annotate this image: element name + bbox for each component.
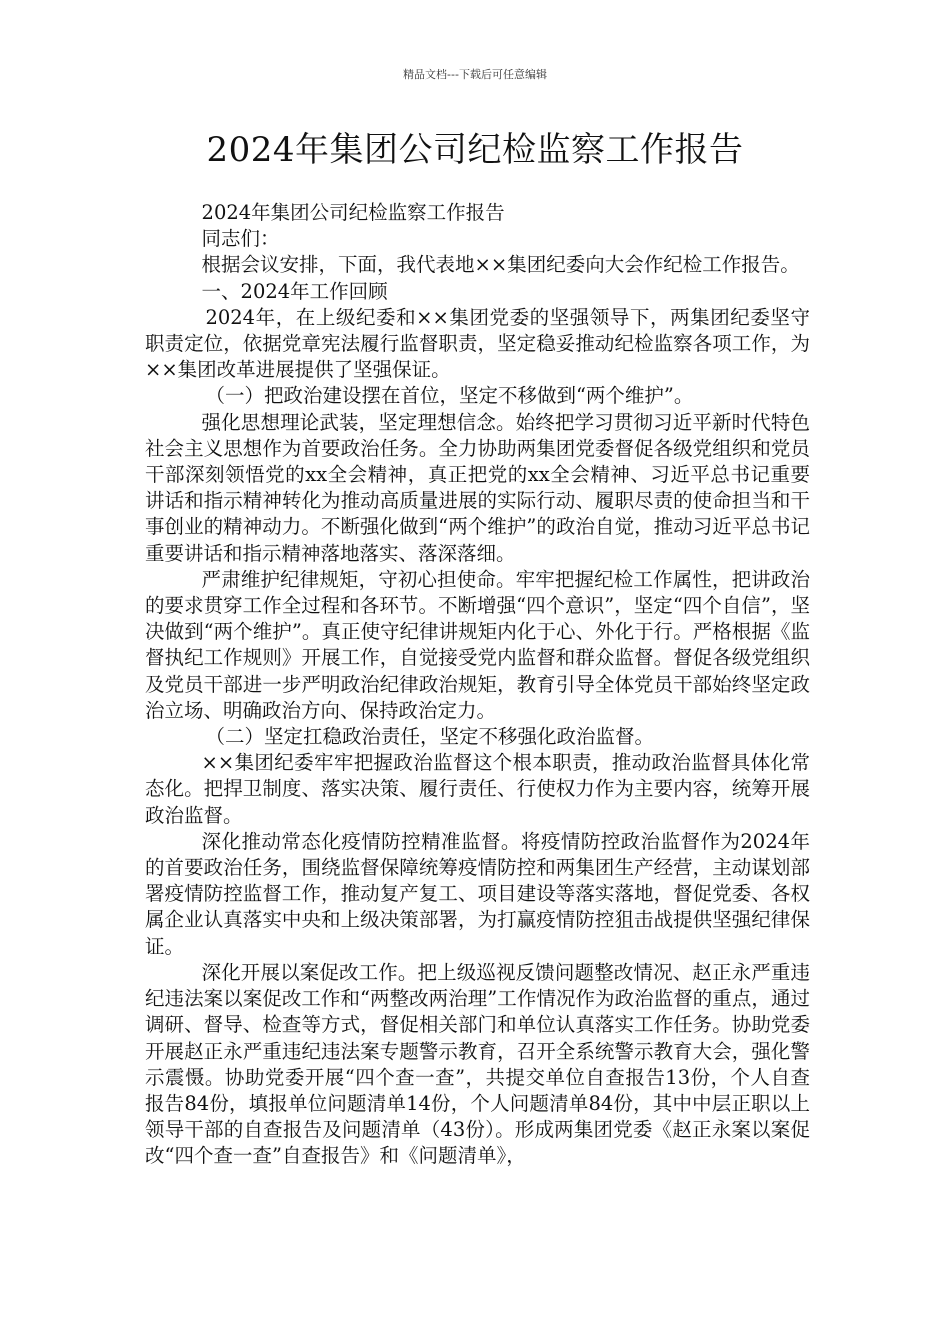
subsection-heading-1: （一）把政治建设摆在首位，坚定不移做到“两个维护”。: [205, 384, 694, 408]
subsection-heading-2: （二）坚定扛稳政治责任，坚定不移强化政治监督。: [205, 725, 654, 749]
repeated-title-paragraph: 2024年集团公司纪检监察工作报告: [201, 201, 505, 224]
body-paragraph: 深化推动常态化疫情防控精准监督。将疫情防控政治监督作为2024年的首要政治任务，围绕监督保障统筹疫情防控和两集团生产经营，主动谋划部署疫情防控监督工作，推动复产复工、项目建设等落实落地，督促党委、各权属企业认真落实中央和上级决策部署，为打赢疫情防控狙击战提供坚强纪律保证。: [145, 829, 810, 958]
salutation-paragraph: 同志们：: [201, 227, 280, 251]
intro-paragraph: 根据会议安排，下面，我代表地××集团纪委向大会作纪检工作报告。: [201, 253, 800, 277]
body-paragraph: 强化思想理论武装，坚定理想信念。始终把学习贯彻习近平新时代特色社会主义思想作为首要政治任务。全力协助两集团党委督促各级党组织和党员干部深刻领悟党的xx全会精神，真正把党的xx全会精神、习近平总书记重要讲话和指示精神转化为推动高质量进展的实际行动、履职尽责的使命担当和干事创业的精神动力。不断强化做到“两个维护”的政治自觉，推动习近平总书记重要讲话和指示精神落地落实、落深落细。: [145, 410, 810, 565]
document-title: 2024年集团公司纪检监察工作报告: [206, 130, 744, 170]
body-paragraph: 深化开展以案促改工作。把上级巡视反馈问题整改情况、赵正永严重违纪违法案以案促改工作和“两整改两治理”工作情况作为政治监督的重点，通过调研、督导、检查等方式，督促相关部门和单位认真落实工作任务。协助党委开展赵正永严重违纪违法案专题警示教育，召开全系统警示教育大会，强化警示震慑。协助党委开展“四个查一查”，共提交单位自查报告13份，个人自查报告84份，填报单位问题清单14份，个人问题清单84份，其中中层正职以上领导干部的自查报告及问题清单（43份）。形成两集团党委《赵正永案以案促改“四个查一查”自查报告》和《问题清单》，: [145, 960, 810, 1168]
section-heading-1: 一、2024年工作回顾: [201, 279, 388, 303]
document-body: [145, 200, 810, 1170]
page-header-note: 精品文档---下载后可任意编辑: [403, 68, 547, 81]
body-paragraph: ××集团纪委牢牢把握政治监督这个根本职责，推动政治监督具体化常态化。把捍卫制度、落实决策、履行责任、行使权力作为主要内容，统筹开展政治监督。: [145, 751, 810, 827]
body-paragraph: 严肃维护纪律规矩，守初心担使命。牢牢把握纪检工作属性，把讲政治的要求贯穿工作全过程和各环节。不断增强“四个意识”，坚定“四个自信”，坚决做到“两个维护”。真正使守纪律讲规矩内化于心、外化于行。严格根据《监督执纪工作规则》开展工作，自觉接受党内监督和群众监督。督促各级党组织及党员干部进一步严明政治纪律政治规矩，教育引导全体党员干部始终坚定政治立场、明确政治方向、保持政治定力。: [145, 567, 810, 722]
body-paragraph: 2024年，在上级纪委和××集团党委的坚强领导下，两集团纪委坚守职责定位，依据党章宪法履行监督职责，坚定稳妥推动纪检监察各项工作，为××集团改革进展提供了坚强保证。: [145, 305, 810, 382]
